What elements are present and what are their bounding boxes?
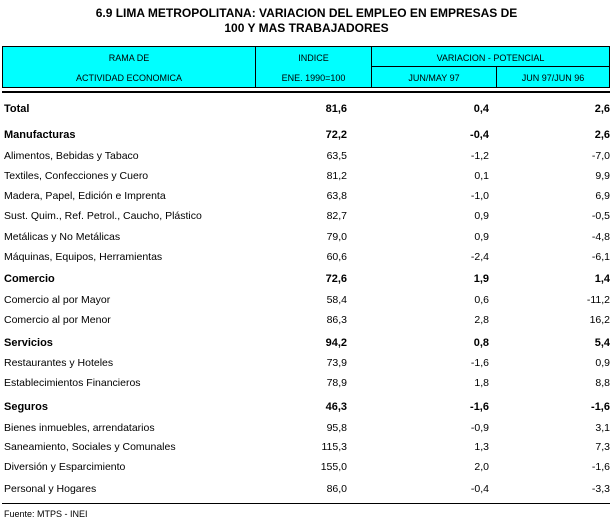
cell-jun-may: 0,4 bbox=[473, 103, 489, 115]
cell-jun-jun: 7,3 bbox=[595, 441, 610, 453]
header-separator bbox=[2, 91, 610, 93]
table-row bbox=[0, 373, 613, 393]
cell-jun-may: -1,6 bbox=[470, 401, 489, 413]
table-row bbox=[0, 146, 613, 166]
row-label: Saneamiento, Sociales y Comunales bbox=[4, 441, 176, 453]
cell-indice: 63,5 bbox=[326, 150, 347, 162]
cell-jun-may: -1,2 bbox=[470, 150, 489, 162]
table-row bbox=[0, 310, 613, 330]
cell-jun-may: -2,4 bbox=[470, 251, 489, 263]
cell-indice: 79,0 bbox=[326, 231, 347, 243]
table-row bbox=[0, 166, 613, 186]
cell-jun-jun: 6,9 bbox=[595, 190, 610, 202]
row-label: Establecimientos Financieros bbox=[4, 377, 141, 389]
cell-jun-may: 1,8 bbox=[474, 377, 489, 389]
source-note: Fuente: MTPS - INEI bbox=[4, 509, 88, 519]
cell-indice: 81,6 bbox=[325, 103, 347, 115]
table-row bbox=[0, 227, 613, 247]
table-row-group bbox=[0, 333, 613, 353]
table-row bbox=[0, 437, 613, 457]
cell-jun-may: -1,6 bbox=[470, 357, 489, 369]
table-row bbox=[0, 290, 613, 310]
cell-indice: 86,0 bbox=[326, 483, 347, 495]
table-header bbox=[2, 46, 610, 88]
cell-jun-may: 1,3 bbox=[474, 441, 489, 453]
cell-indice: 115,3 bbox=[321, 441, 347, 453]
cell-jun-may: 0,1 bbox=[474, 170, 489, 182]
cell-jun-jun: 1,4 bbox=[594, 273, 610, 285]
header-indice-line-2: ENE. 1990=100 bbox=[281, 73, 346, 83]
cell-jun-may: 2,8 bbox=[474, 314, 489, 326]
cell-jun-jun: 0,9 bbox=[595, 357, 610, 369]
cell-indice: 155,0 bbox=[320, 461, 347, 473]
row-label: Servicios bbox=[4, 337, 53, 349]
table-row bbox=[0, 247, 613, 267]
header-divider bbox=[371, 66, 609, 67]
header-indice-line-1: INDICE bbox=[298, 53, 329, 63]
header-col-jun-may: JUN/MAY 97 bbox=[408, 73, 460, 83]
cell-jun-jun: 8,8 bbox=[595, 377, 610, 389]
cell-indice: 60,6 bbox=[326, 251, 347, 263]
header-rama-line-2: ACTIVIDAD ECONOMICA bbox=[75, 73, 182, 83]
cell-jun-jun: -3,3 bbox=[591, 483, 610, 495]
cell-jun-jun: 2,6 bbox=[594, 129, 610, 141]
table-title-line-1: 6.9 LIMA METROPOLITANA: VARIACION DEL EMPLEO EN EMPRESAS DE bbox=[95, 6, 518, 20]
cell-jun-may: 2,0 bbox=[474, 461, 489, 473]
cell-jun-jun: -4,8 bbox=[591, 231, 610, 243]
row-label: Metálicas y No Metálicas bbox=[4, 231, 121, 243]
cell-jun-jun: -1,6 bbox=[591, 401, 610, 413]
row-label: Diversión y Esparcimiento bbox=[4, 461, 126, 473]
row-label: Manufacturas bbox=[4, 129, 76, 141]
cell-indice: 86,3 bbox=[326, 314, 347, 326]
cell-indice: 72,6 bbox=[325, 273, 347, 285]
row-label: Total bbox=[4, 103, 30, 115]
cell-indice: 82,7 bbox=[326, 210, 347, 222]
table-bottom-rule bbox=[2, 503, 610, 504]
cell-jun-jun: 2,6 bbox=[594, 103, 610, 115]
cell-jun-jun: -6,1 bbox=[591, 251, 610, 263]
header-col-jun-jun: JUN 97/JUN 96 bbox=[521, 73, 585, 83]
row-label: Comercio al por Menor bbox=[4, 314, 111, 326]
cell-jun-jun: 16,2 bbox=[589, 314, 610, 326]
table-row bbox=[0, 418, 613, 438]
cell-indice: 94,2 bbox=[325, 337, 347, 349]
cell-jun-may: 0,8 bbox=[473, 337, 489, 349]
table-row bbox=[0, 206, 613, 226]
row-label: Comercio al por Mayor bbox=[4, 294, 111, 306]
cell-jun-jun: 9,9 bbox=[595, 170, 610, 182]
cell-indice: 78,9 bbox=[326, 377, 347, 389]
row-label: Bienes inmuebles, arrendatarios bbox=[4, 422, 155, 434]
row-label: Textiles, Confecciones y Cuero bbox=[4, 170, 149, 182]
row-label: Máquinas, Equipos, Herramientas bbox=[4, 251, 163, 263]
row-label: Alimentos, Bebidas y Tabaco bbox=[4, 150, 139, 162]
cell-jun-jun: -1,6 bbox=[591, 461, 610, 473]
table-row bbox=[0, 479, 613, 499]
table-row bbox=[0, 457, 613, 477]
table-row-group bbox=[0, 99, 613, 119]
row-label: Seguros bbox=[4, 401, 49, 413]
cell-indice: 81,2 bbox=[326, 170, 347, 182]
cell-jun-may: 0,9 bbox=[474, 210, 489, 222]
row-label: Madera, Papel, Edición e Imprenta bbox=[4, 190, 166, 202]
row-label: Comercio bbox=[4, 273, 55, 285]
cell-indice: 46,3 bbox=[325, 401, 347, 413]
table-row-group bbox=[0, 397, 613, 417]
row-label: Restaurantes y Hoteles bbox=[4, 357, 114, 369]
cell-indice: 72,2 bbox=[325, 129, 347, 141]
cell-jun-jun: -11,2 bbox=[586, 294, 610, 306]
cell-jun-may: -1,0 bbox=[470, 190, 489, 202]
cell-jun-jun: 3,1 bbox=[595, 422, 610, 434]
cell-indice: 58,4 bbox=[326, 294, 347, 306]
table-row bbox=[0, 353, 613, 373]
cell-jun-jun: 5,4 bbox=[594, 337, 610, 349]
cell-jun-jun: -7,0 bbox=[591, 150, 610, 162]
header-variacion: VARIACION - POTENCIAL bbox=[436, 53, 545, 63]
cell-jun-may: -0,4 bbox=[470, 483, 489, 495]
cell-indice: 73,9 bbox=[326, 357, 347, 369]
cell-jun-may: -0,4 bbox=[470, 129, 489, 141]
row-label: Sust. Quim., Ref. Petrol., Caucho, Plástico bbox=[4, 210, 202, 222]
cell-jun-jun: -0,5 bbox=[591, 210, 610, 222]
table-row-group bbox=[0, 269, 613, 289]
table-row bbox=[0, 186, 613, 206]
cell-jun-may: 0,6 bbox=[474, 294, 489, 306]
cell-jun-may: 1,9 bbox=[473, 273, 489, 285]
table-title-line-2: 100 Y MAS TRABAJADORES bbox=[224, 21, 389, 35]
header-rama-line-1: RAMA DE bbox=[108, 53, 150, 63]
cell-indice: 95,8 bbox=[326, 422, 347, 434]
table-row-group bbox=[0, 125, 613, 145]
cell-indice: 63,8 bbox=[326, 190, 347, 202]
cell-jun-may: 0,9 bbox=[474, 231, 489, 243]
row-label: Personal y Hogares bbox=[4, 483, 97, 495]
cell-jun-may: -0,9 bbox=[470, 422, 489, 434]
